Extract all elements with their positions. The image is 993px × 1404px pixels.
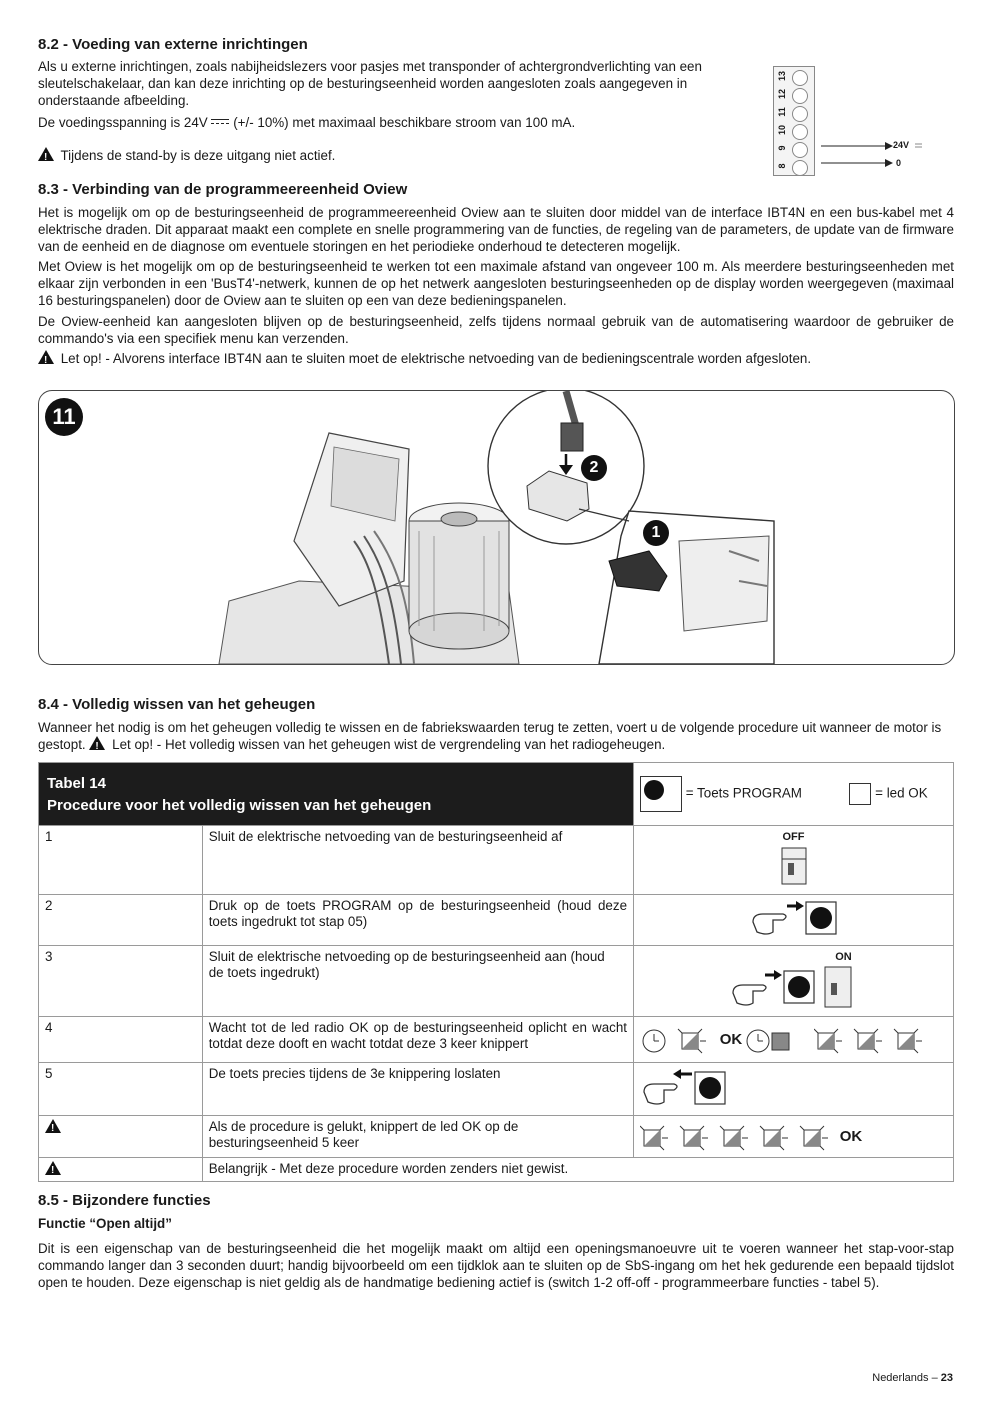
terminal-screw (792, 106, 808, 122)
step-illustration (634, 1116, 954, 1158)
step-text: Belangrijk - Met deze procedure worden zenders niet gewist. (202, 1158, 953, 1182)
terminal-number: 9 (777, 145, 787, 151)
terminal-number: 10 (777, 125, 787, 136)
led-blink-3-times (814, 1025, 934, 1055)
step-number: 1 (39, 826, 203, 895)
timer-led-off (746, 1025, 790, 1055)
section-8-2-title: 8.2 - Voeding van externe inrichtingen (38, 36, 308, 53)
led-blink-5-times (640, 1122, 836, 1152)
page-footer (872, 1372, 953, 1384)
terminal-screw (792, 88, 808, 104)
label-24v: 24V (893, 140, 910, 150)
terminal-number: 11 (777, 107, 787, 117)
led-ok-icon (849, 783, 871, 805)
section-8-4-text-a: Wanneer het nodig is om het geheugen volledig te wissen en de fabriekswaarden terug te zetten, voert u de volgende procedure uit wanneer de motor is gestopt. (38, 720, 942, 752)
section-8-5-subtitle: Functie “Open altijd” (38, 1216, 172, 1231)
step-text: Wacht tot de led radio OK op de besturingseenheid oplicht en wacht totdat deze dooft en wacht totdat deze 3 keer knippert (202, 1017, 633, 1063)
warning-icon (45, 1161, 61, 1175)
ok-label: OK (839, 1127, 863, 1145)
page-number: 23 (940, 1372, 953, 1384)
terminal-screw (792, 160, 808, 176)
terminal-wires (815, 136, 935, 172)
step-illustration (634, 946, 954, 1017)
table-title: Tabel 14 (47, 775, 106, 792)
voltage-text-b: (+/- 10%) met maximaal beschikbare stroom van 100 mA. (233, 115, 576, 130)
terminal-block (773, 66, 815, 176)
release-button-icon (640, 1066, 730, 1108)
footer-language: Nederlands – (872, 1372, 938, 1384)
step-text-b: de toets ingedrukt) (208, 965, 320, 980)
step-illustration (634, 895, 954, 946)
step-text: De toets precies tijdens de 3e knippering loslaten (202, 1063, 633, 1116)
terminal-number: 13 (777, 71, 787, 82)
step-text: Sluit de elektrische netvoeding van de besturingseenheid af (202, 826, 633, 895)
section-8-3-warning (38, 350, 811, 367)
table-subtitle: Procedure voor het volledig wissen van het geheugen (47, 797, 432, 814)
warning-icon (45, 1119, 61, 1133)
table-row (39, 1017, 954, 1063)
step-warning-cell (39, 1158, 203, 1182)
circuit-breaker-icon (779, 845, 809, 887)
table-row (39, 946, 954, 1017)
warning-icon (38, 147, 54, 161)
dc-symbol-icon (211, 119, 229, 124)
warning-icon (38, 350, 54, 364)
section-8-3-warning-text: Let op! - Alvorens interface IBT4N aan te sluiten moet de elektrische netvoeding van de bedieningscentrale worden afgesloten. (60, 351, 812, 366)
section-8-2-voltage (38, 114, 718, 131)
section-8-3-title: 8.3 - Verbinding van de programmeereenheid Oview (38, 181, 408, 198)
table-14 (38, 762, 954, 1182)
section-8-2-paragraph: Als u externe inrichtingen, zoals nabijheidslezers voor pasjes met transponder of achtergrondverlichting van een sleutelschakelaar, dan kan deze inrichting op de besturingseenheid worden aangesloten zoals aangegeven in onderstaande afbeelding. (38, 59, 702, 108)
section-8-4-text-b: Let op! - Het volledig wissen van het geheugen wist de vergrendeling van het radiogeheugen. (112, 737, 666, 752)
terminal-screw (792, 142, 808, 158)
on-label: ON (835, 951, 852, 963)
step-number: 4 (39, 1017, 203, 1063)
legend-program-label: = Toets PROGRAM (685, 785, 802, 801)
step-number: 5 (39, 1063, 203, 1116)
step-illustration (634, 826, 954, 895)
step-number: 2 (39, 895, 203, 946)
section-8-4-title: 8.4 - Volledig wissen van het geheugen (38, 696, 316, 713)
table-row (39, 826, 954, 895)
figure-11-illustration (39, 391, 954, 664)
table-header (39, 763, 634, 826)
section-8-2-warning-text: Tijdens de stand-by is deze uitgang niet actief. (60, 148, 336, 163)
section-8-4-paragraph (38, 719, 954, 753)
press-button-icon (749, 898, 839, 938)
terminal-number: 12 (777, 89, 787, 100)
section-8-5-paragraph: Dit is een eigenschap van de besturingseenheid die het mogelijk maakt om altijd een openingsmanoeuvre uit te voeren wanneer het stap-voor-stap commando langer dan 3 seconden duurt; handig bijvoorbeeld om een tijdklok aan te sluiten op de SbS-ingang om het hek gedurende een bepaald tijdslot open te houden. Deze eigenschap is niet geldig als de handmatige bediening actief is (switch 1-2 off-off - programmeerbare functies - tabel 5). (38, 1241, 954, 1290)
step-text: Druk op de toets PROGRAM op de besturingseenheid (houd deze toets ingedrukt tot stap 05) (202, 895, 633, 946)
table-row (39, 1158, 954, 1182)
program-button-icon (640, 776, 682, 812)
step-number: 3 (39, 946, 203, 1017)
warning-icon (89, 736, 105, 750)
terminal-screw (792, 124, 808, 140)
step-badge-2: 2 (581, 455, 607, 481)
step-badge-1: 1 (643, 520, 669, 546)
step-text-a: Sluit de elektrische netvoeding op de besturingseenheid aan (houd (208, 949, 605, 964)
table-row (39, 1116, 954, 1158)
terminal-number: 8 (777, 163, 787, 169)
label-0v: 0 (896, 158, 902, 168)
voltage-text-a: De voedingsspanning is 24V (38, 115, 208, 130)
step-text: Als de procedure is gelukt, knippert de led OK op de besturingseenheid 5 keer (202, 1116, 633, 1158)
table-legend (634, 763, 954, 826)
section-8-3-paragraph-1: Het is mogelijk om op de besturingseenheid de programmeereenheid Oview aan te sluiten door middel van de interface IBT4N en een bus-kabel met 4 elektrische draden. Dit apparaat maakt een complete en snelle programmering van de functies, de regeling van de parameters, de update van de firmware van de eenheid en de diagnose om eventuele storingen en het periodieke onderhoud te detecteren mogelijk. (38, 205, 954, 254)
figure-11 (38, 390, 955, 665)
ok-label: OK (719, 1030, 743, 1048)
step-illustration (634, 1017, 954, 1063)
step-text (202, 946, 633, 1017)
figure-number-badge: 11 (45, 398, 83, 436)
table-row (39, 1063, 954, 1116)
table-row (39, 895, 954, 946)
section-8-3-paragraph-3: De Oview-eenheid kan aangesloten blijven op de besturingseenheid, zelfs tijdens normaal gebruik van de automatisering waardoor de gebruiker de commando's via een specifiek menu kan verzenden. (38, 314, 954, 346)
table-header-row (39, 763, 954, 826)
step-illustration (634, 1063, 954, 1116)
step-warning-cell (39, 1116, 203, 1158)
section-8-3-paragraph-2: Met Oview is het mogelijk om op de besturingseenheid te werken tot een maximale afstand van ongeveer 100 m. Als meerdere besturingseenheden met elkaar zijn verbonden in een 'BusT4'-netwerk, kunnen de op het netwerk aangesloten besturingseenheden op de display worden weergegeven (maximaal 16 besturingspanelen) door de Oview aan te sluiten op een van deze bedieningspanelen. (38, 259, 954, 308)
section-8-5-title: 8.5 - Bijzondere functies (38, 1192, 211, 1209)
legend-led-label: = led OK (875, 785, 928, 801)
section-8-2-warning (38, 147, 335, 164)
off-label: OFF (782, 831, 805, 843)
terminal-screw (792, 70, 808, 86)
press-button-and-breaker-icon (729, 965, 859, 1009)
